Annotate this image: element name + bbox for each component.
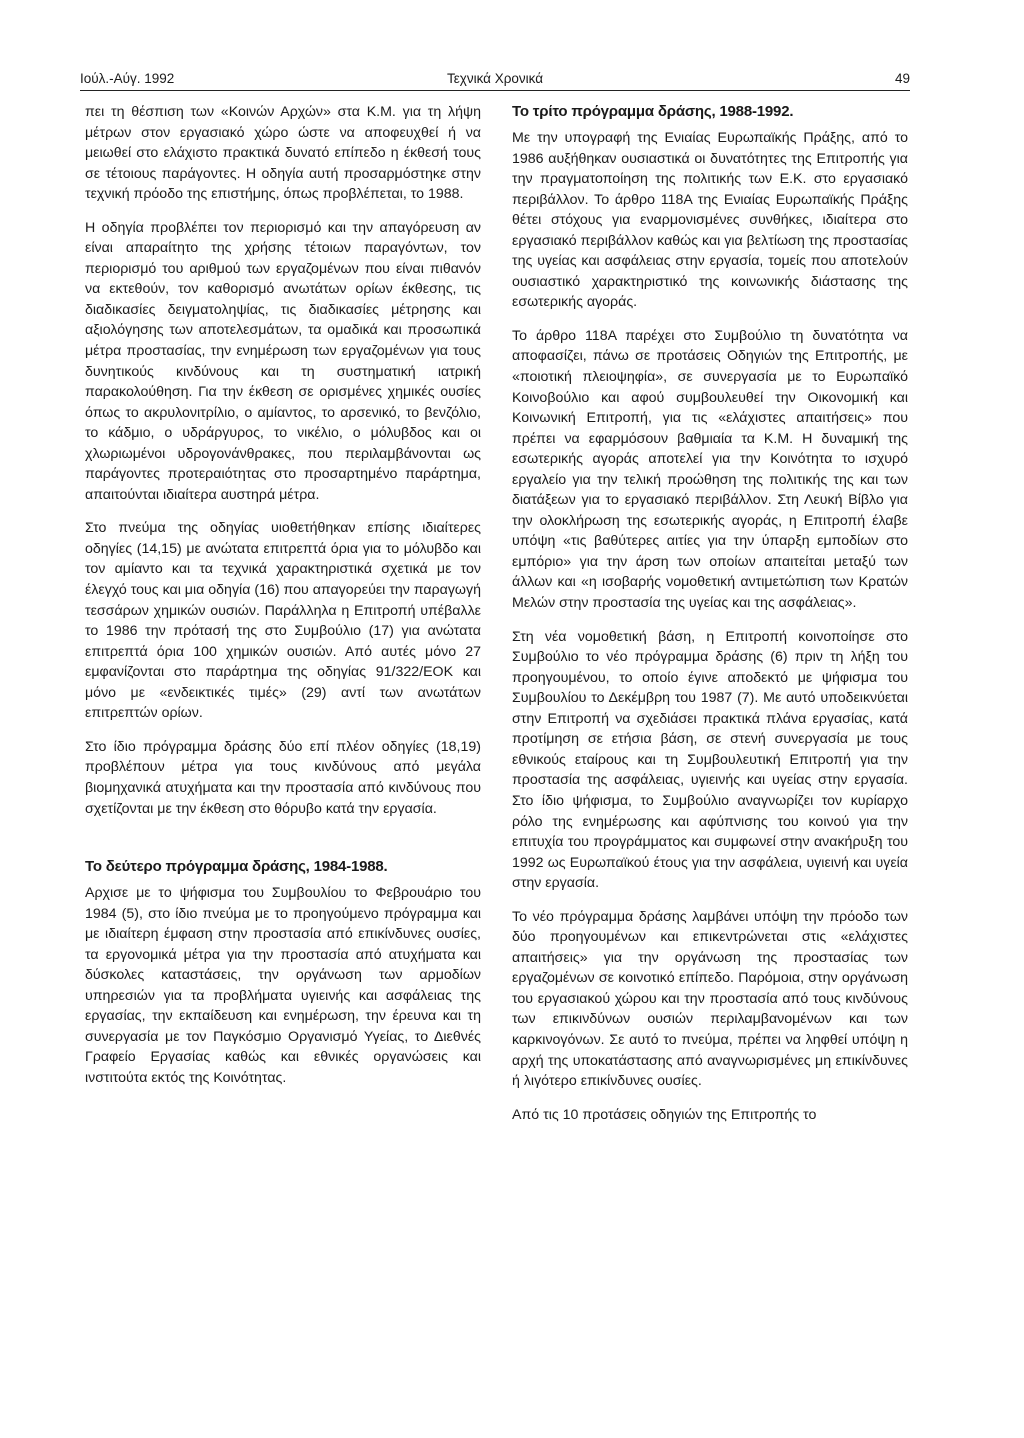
paragraph: Στο πνεύμα της οδηγίας υιοθετήθηκαν επίσης ιδιαίτερες οδηγίες (14,15) με ανώτατα επιτρεπτά όρια για το μόλυβδο και τον αμίαντο και τα τεχνικά χαρακτηριστικά σχετικά με τον έλεγχό τους και μια οδηγία (16) που απαγορεύει την παραγωγή τεσσάρων χημικών ουσιών. Παράλληλα η Επιτροπή υπέβαλλε το 1986 την πρότασή της στο Συμβούλιο (17) για ανώτατα επιτρεπτά όρια 100 χημικών ουσιών. Από αυτές μόνο 27 εμφανίζονται στο παράρτημα της οδηγίας 91/322/ΕΟΚ και μόνο με «ενδεικτικές τιμές» (29) αντί των ανωτάτων επιτρεπτών ορίων. — [85, 520, 481, 722]
paragraph: Το νέο πρόγραμμα δράσης λαμβάνει υπόψη την πρόοδο των δύο προηγουμένων και επικεντρώνεται στις «ελάχιστες απαιτήσεις» για την οργάνωση της προστασίας των εργαζομένων σε κοινοτικό επίπεδο. Παρόμοια, στην οργάνωση του εργασιακού χώρου και την προστασία από τους κινδύνους των επικινδύνων ουσιών περιλαμβανομένων και των καρκινογόνων. Σε αυτό το πνεύμα, πρέπει να ληφθεί υπόψη η αρχή της υποκατάστασης από αναγνωρισμένες μη επικίνδυνες ή λιγότερο επικίνδυνες ουσίες. — [512, 908, 908, 1090]
right-column — [512, 102, 908, 1138]
paragraph: Στο ίδιο πρόγραμμα δράσης δύο επί πλέον οδηγίες (18,19) προβλέπουν μέτρα για τους κινδύνους από μεγάλα βιομηχανικά ατυχήματα και την προστασία από κινδύνους που σχετίζονται με την έκθεση στο θόρυβο κατά την εργασία. — [85, 738, 481, 817]
paragraph: Από τις 10 προτάσεις οδηγιών της Επιτροπής το — [512, 1106, 817, 1123]
left-column — [85, 102, 481, 1102]
journal-title: Τεχνικά Χρονικά — [446, 71, 544, 86]
paragraph: Το άρθρο 118Α παρέχει στο Συμβούλιο τη δυνατότητα να αποφασίζει, πάνω σε προτάσεις Οδηγιών της Επιτροπής, με «ποιοτική πλειοψηφία», σε συνεργασία με το Ευρωπαϊκό Κοινοβούλιο και αφού συμβουλευθεί την Οικονομική και Κοινωνική Επιτροπή, για τις «ελάχιστες απαιτήσεις» που πρέπει να εφαρμόσουν βαθμιαία τα Κ.Μ. Η δυναμική της εσωτερικής αγοράς αποτελεί για την Κοινότητα το ισχυρό εργαλείο για την τελική προώθηση της πολιτικής της και των διατάξεων για το εργασιακό περιβάλλον. Στη Λευκή Βίβλο για την ολοκλήρωση της εσωτερικής αγοράς, η Επιτροπή έλαβε υπόψη «τις βαθύτερες αιτίες για την ύπαρξη εμποδίων στο εμπόριο» για την άρση των οποίων απαιτείται μεταξύ των άλλων και «η ισοβαρής νομοθετική αντιμετώπιση των Κρατών Μελών στην προστασία της υγείας και της ασφάλειας». — [512, 327, 908, 612]
paragraph: Στη νέα νομοθετική βάση, η Επιτροπή κοινοποίησε στο Συμβούλιο το νέο πρόγραμμα δράσης (6) πριν τη λήξη του προηγουμένου, το οποίο έγινε αποδεκτό με ψήφισμα του Συμβουλίου το Δεκέμβρη του 1987 (7). Με αυτό υποδεικνύεται στην Επιτροπή να σχεδιάσει πρακτικά πλάνα εργασίας, κατά προτίμηση σε ετήσια βάση, σε στενή συνεργασία με τους εθνικούς εταίρους και τη Συμβουλευτική Επιτροπή για την προστασία της ασφάλειας, υγιεινής και υγείας στην εργασία. Στο ίδιο ψήφισμα, το Συμβούλιο αναγνωρίζει τον κυρίαρχο ρόλο της ενημέρωσης και αφύπνισης του κοινού για την επιτυχία του προγράμματος και συμφωνεί στην ανακήρυξη του 1992 ως Ευρωπαϊκού έτους για την ασφάλεια, υγιεινή και υγεία στην εργασία. — [512, 628, 908, 892]
paragraph: Με την υπογραφή της Ενιαίας Ευρωπαϊκής Πράξης, από το 1986 αυξήθηκαν ουσιαστικά οι δυνατότητες της Επιτροπής για την πραγματοποίηση της πολιτικής των Ε.Κ. στο εργασιακό περιβάλλον. Το άρθρο 118Α της Ενιαίας Ευρωπαϊκής Πράξης θέτει στόχους για εναρμονισμένες συνθήκες, ιδιαίτερα στο εργασιακό περιβάλλον καθώς και για βελτίωση της προστασίας της υγείας και ασφάλειας στην εργασία, τομείς που αποτελούν ουσιαστικό χαρακτηριστικό της κοινωνικής διάστασης της εσωτερικής αγοράς. — [512, 130, 908, 311]
page-header — [80, 60, 910, 91]
paragraph: Η οδηγία προβλέπει τον περιορισμό και την απαγόρευση αν είναι απαραίτητο της χρήσης τέτοιων παραγόντων, τον περιορισμό του αριθμού των εργαζομένων που είναι πιθανόν να εκτεθούν, τον καθορισμό ανωτάτων ορίων έκθεσης, τις διαδικασίες δειγματοληψίας, τις διαδικασίες μέτρησης και αξιολόγησης των αποτελεσμάτων, τα ομαδικά και προσωπικά μέτρα προστασίας, την ενημέρωση των εργαζομένων για τους δυνητικούς κινδύνους και τη συστηματική ιατρική παρακολούθηση. Για την έκθεση σε ορισμένες χημικές ουσίες όπως το ακρυλονιτρίλιο, ο αμίαντος, το αρσενικό, το βενζόλιο, το κάδμιο, ο υδράργυρος, το νικέλιο, ο μόλυβδος και οι χλωριωμένοι υδρογονάνθρακες, που περιλαμβάνονται ως παράγοντες προτεραιότητας στο προσαρτημένο παράρτημα, απαιτούνται ιδιαίτερα αυστηρά μέτρα. — [85, 219, 481, 503]
paragraph: πει τη θέσπιση των «Κοινών Αρχών» στα Κ.Μ. για τη λήψη μέτρων στον εργασιακό χώρο ώστε να αποφευχθεί ή να μειωθεί στο ελάχιστο πρακτικά δυνατό επίπεδο η έκθεσή τους σε τέτοιους παράγοντες. Η οδηγία αυτή προσαρμόστηκε στην τεχνική πρόοδο της επιστήμης, όπως προβλέπεται, το 1988. — [85, 104, 481, 203]
section-heading: Το δεύτερο πρόγραμμα δράσης, 1984-1988. — [85, 858, 388, 876]
section-heading: Το τρίτο πρόγραμμα δράσης, 1988-1992. — [512, 103, 794, 120]
issue-date: Ιούλ.-Αύγ. 1992 — [80, 71, 175, 86]
page-number: 49 — [894, 71, 910, 86]
paragraph: Αρχισε με το ψήφισμα του Συμβουλίου το Φεβρουάριο του 1984 (5), στο ίδιο πνεύμα με το προηγούμενο πρόγραμμα και με ιδιαίτερη έμφαση στην προστασία από επικίνδυνες ουσίες, τα εργονομικά μέτρα για την προστασία από ατυχήματα και δύσκολες καταστάσεις, την οργάνωση των αρμοδίων υπηρεσιών για τα προβλήματα υγιεινής και ασφάλειας της εργασίας, την εκπαίδευση και ενημέρωση, την έρευνα και τη συνεργασία με τον Παγκόσμιο Οργανισμό Υγείας, το Διεθνές Γραφείο Εργασίας καθώς και εθνικές οργανώσεις και ινστιτούτα εκτός της Κοινότητας. — [85, 885, 481, 1086]
